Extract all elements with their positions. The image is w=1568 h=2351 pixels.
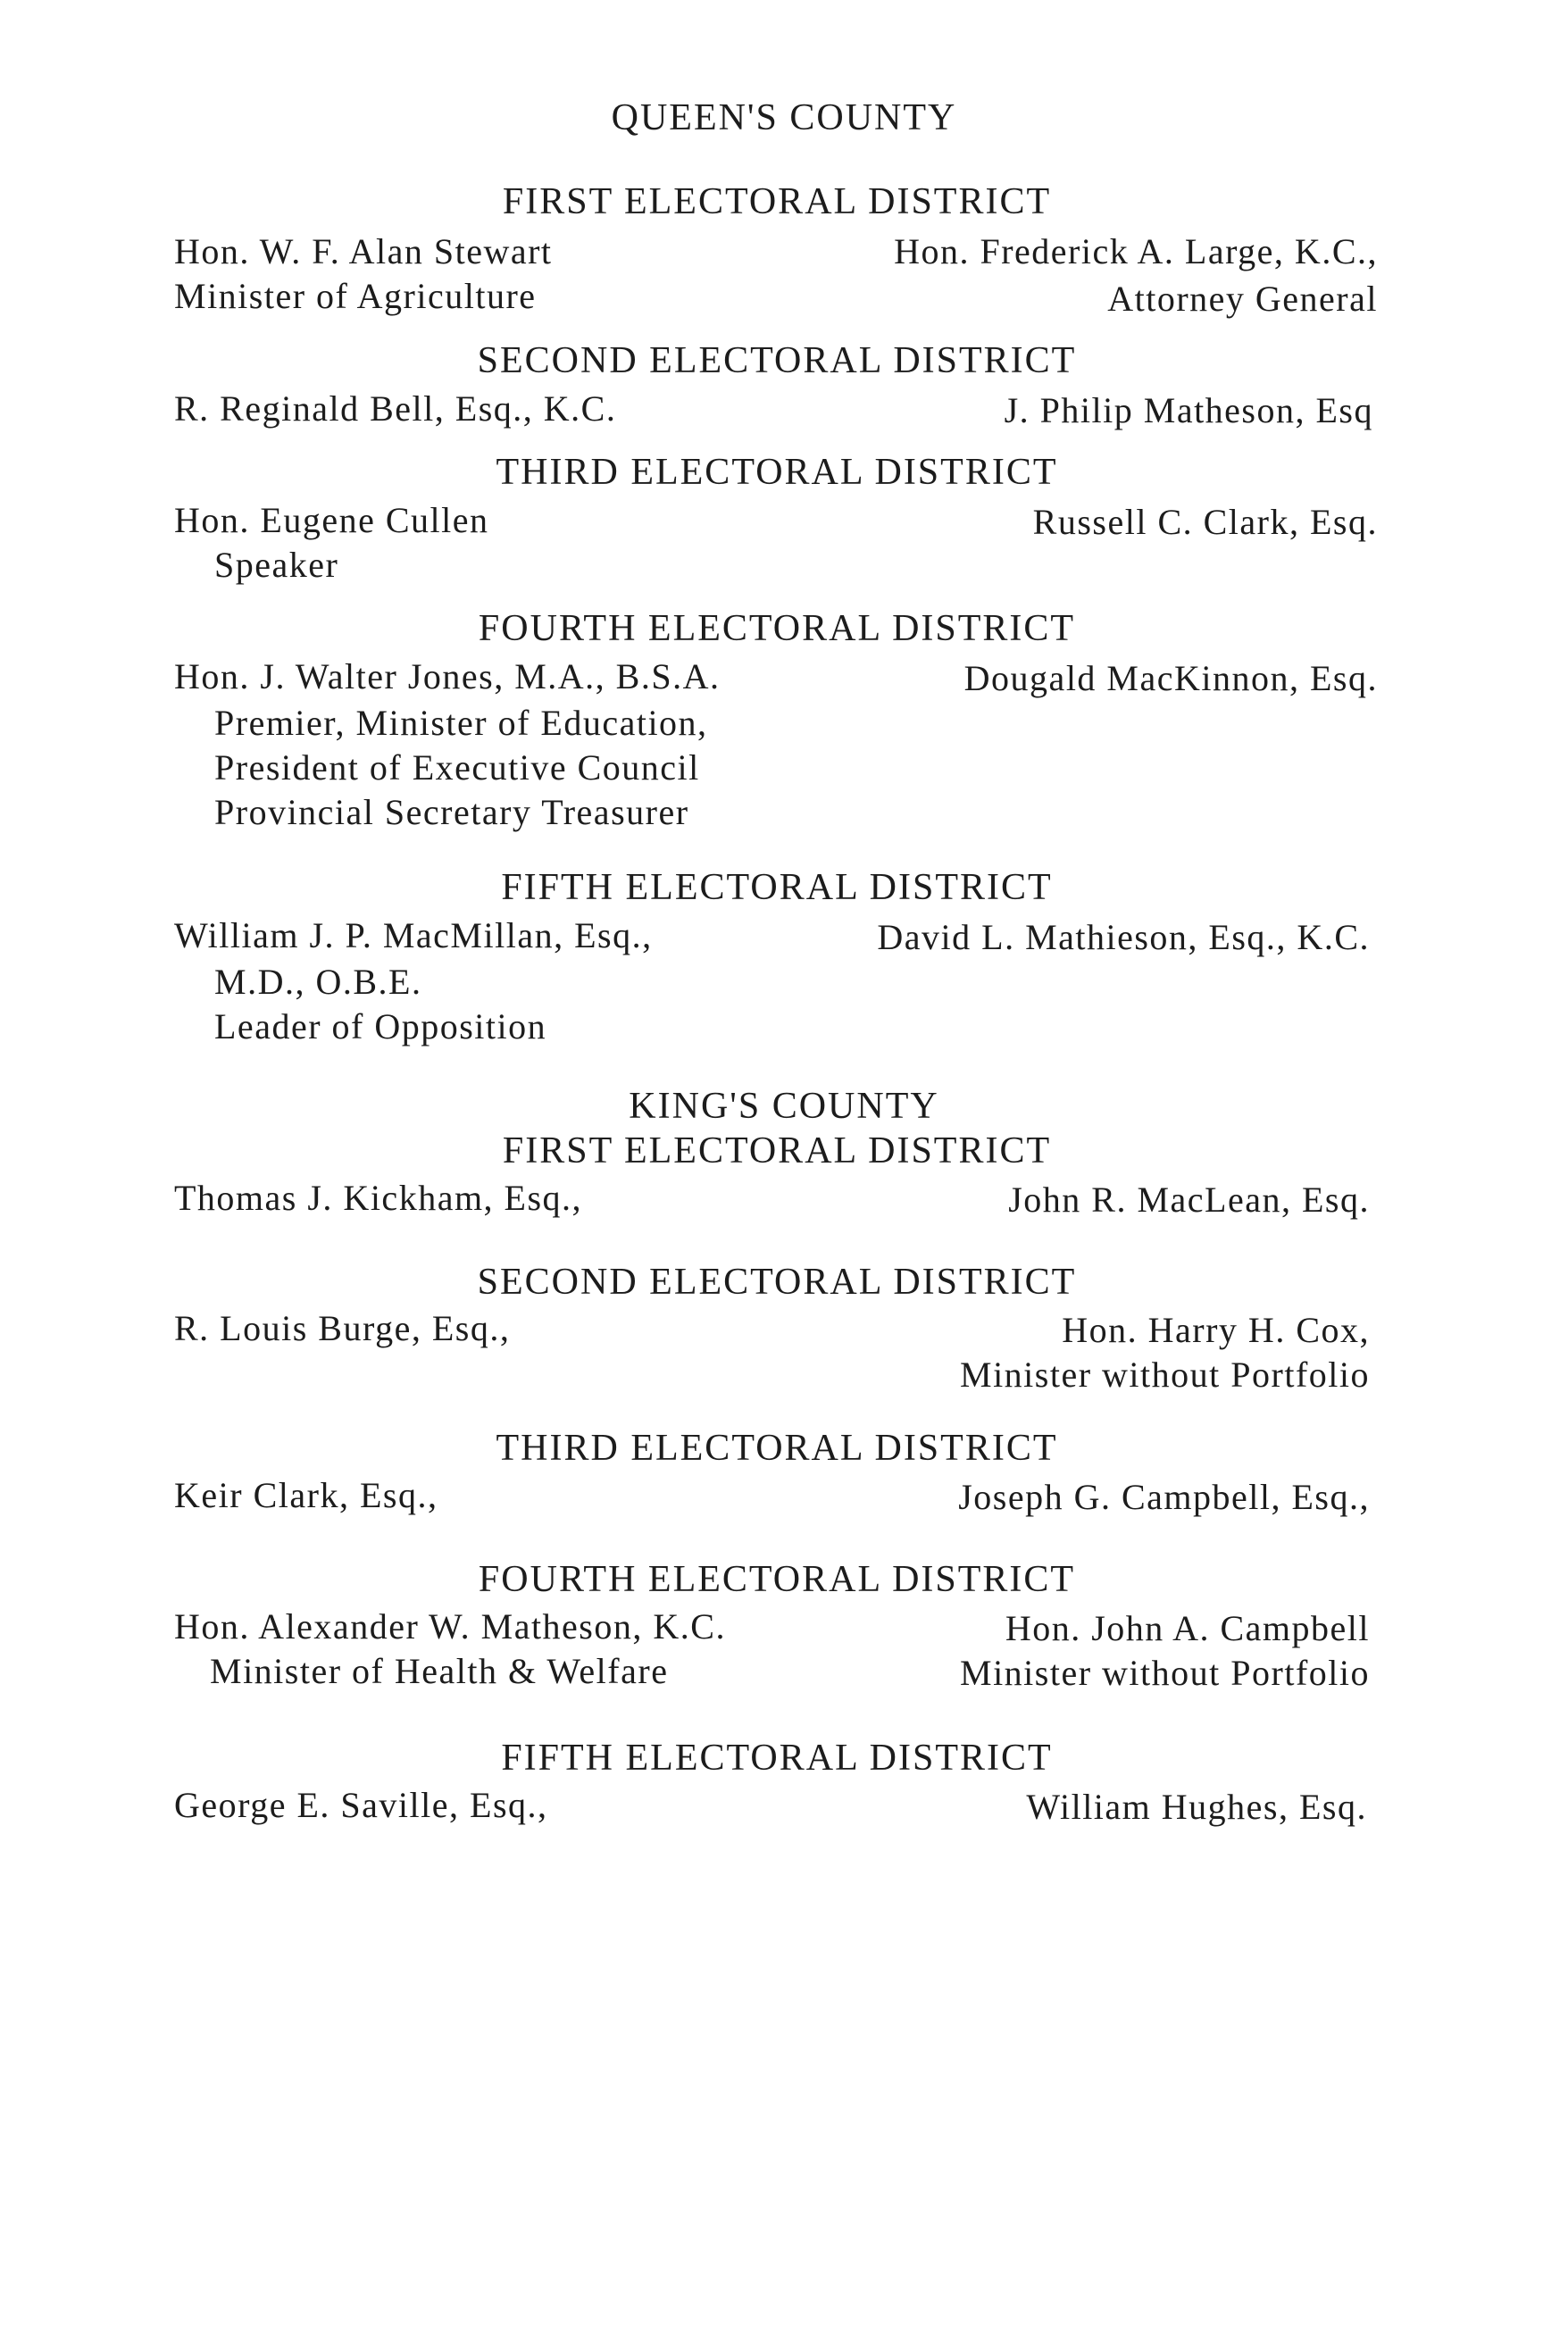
member-name: George E. Saville, Esq., (174, 1785, 548, 1825)
member-title: Minister without Portfolio (960, 1653, 1370, 1693)
member-name: William Hughes, Esq. (1026, 1787, 1367, 1827)
district-heading: FIRST ELECTORAL DISTRICT (502, 181, 1052, 222)
member-name: Hon. Alexander W. Matheson, K.C. (174, 1606, 726, 1647)
member-title: Leader of Opposition (214, 1006, 547, 1046)
district-heading: THIRD ELECTORAL DISTRICT (496, 452, 1058, 493)
district-heading: THIRD ELECTORAL DISTRICT (496, 1428, 1058, 1469)
member-name: Hon. W. F. Alan Stewart (174, 231, 553, 271)
district-heading: FIFTH ELECTORAL DISTRICT (501, 1738, 1053, 1779)
member-name: David L. Mathieson, Esq., K.C. (877, 917, 1370, 957)
member-name: Hon. Eugene Cullen (174, 500, 489, 540)
member-name: Thomas J. Kickham, Esq., (174, 1178, 583, 1218)
district-heading: FOURTH ELECTORAL DISTRICT (478, 608, 1076, 649)
member-name: Hon. J. Walter Jones, M.A., B.S.A. (174, 656, 721, 696)
member-title: Minister of Agriculture (174, 276, 537, 316)
member-name: John R. MacLean, Esq. (1008, 1180, 1370, 1220)
member-name: Dougald MacKinnon, Esq. (963, 658, 1378, 698)
member-name: Keir Clark, Esq., (174, 1475, 438, 1515)
member-name: Russell C. Clark, Esq. (1032, 502, 1378, 542)
member-name: William J. P. MacMillan, Esq., (174, 915, 653, 955)
member-title: Minister of Health & Welfare (210, 1651, 669, 1691)
county-heading-queens: QUEEN'S COUNTY (611, 97, 957, 138)
member-title: Minister without Portfolio (960, 1355, 1370, 1395)
member-name: Hon. John A. Campbell (1005, 1608, 1370, 1648)
district-heading: FIFTH ELECTORAL DISTRICT (501, 867, 1053, 908)
district-heading: FOURTH ELECTORAL DISTRICT (478, 1559, 1076, 1600)
member-title: Premier, Minister of Education, (214, 703, 708, 743)
member-name: J. Philip Matheson, Esq (1004, 390, 1373, 430)
district-heading: SECOND ELECTORAL DISTRICT (477, 340, 1077, 381)
member-name: R. Reginald Bell, Esq., K.C. (174, 388, 617, 429)
county-heading-kings: KING'S COUNTY (629, 1086, 939, 1127)
member-name: R. Louis Burge, Esq., (174, 1308, 511, 1348)
member-name: Joseph G. Campbell, Esq., (958, 1477, 1370, 1517)
member-name: Hon. Frederick A. Large, K.C., (894, 231, 1378, 271)
member-title: President of Executive Council (214, 747, 700, 788)
district-heading: FIRST ELECTORAL DISTRICT (502, 1130, 1052, 1171)
district-heading: SECOND ELECTORAL DISTRICT (477, 1262, 1077, 1303)
member-title: M.D., O.B.E. (214, 962, 422, 1002)
member-title: Provincial Secretary Treasurer (214, 792, 689, 832)
member-name: Hon. Harry H. Cox, (1062, 1310, 1370, 1350)
member-title: Speaker (214, 545, 339, 585)
member-title: Attorney General (1107, 279, 1378, 319)
